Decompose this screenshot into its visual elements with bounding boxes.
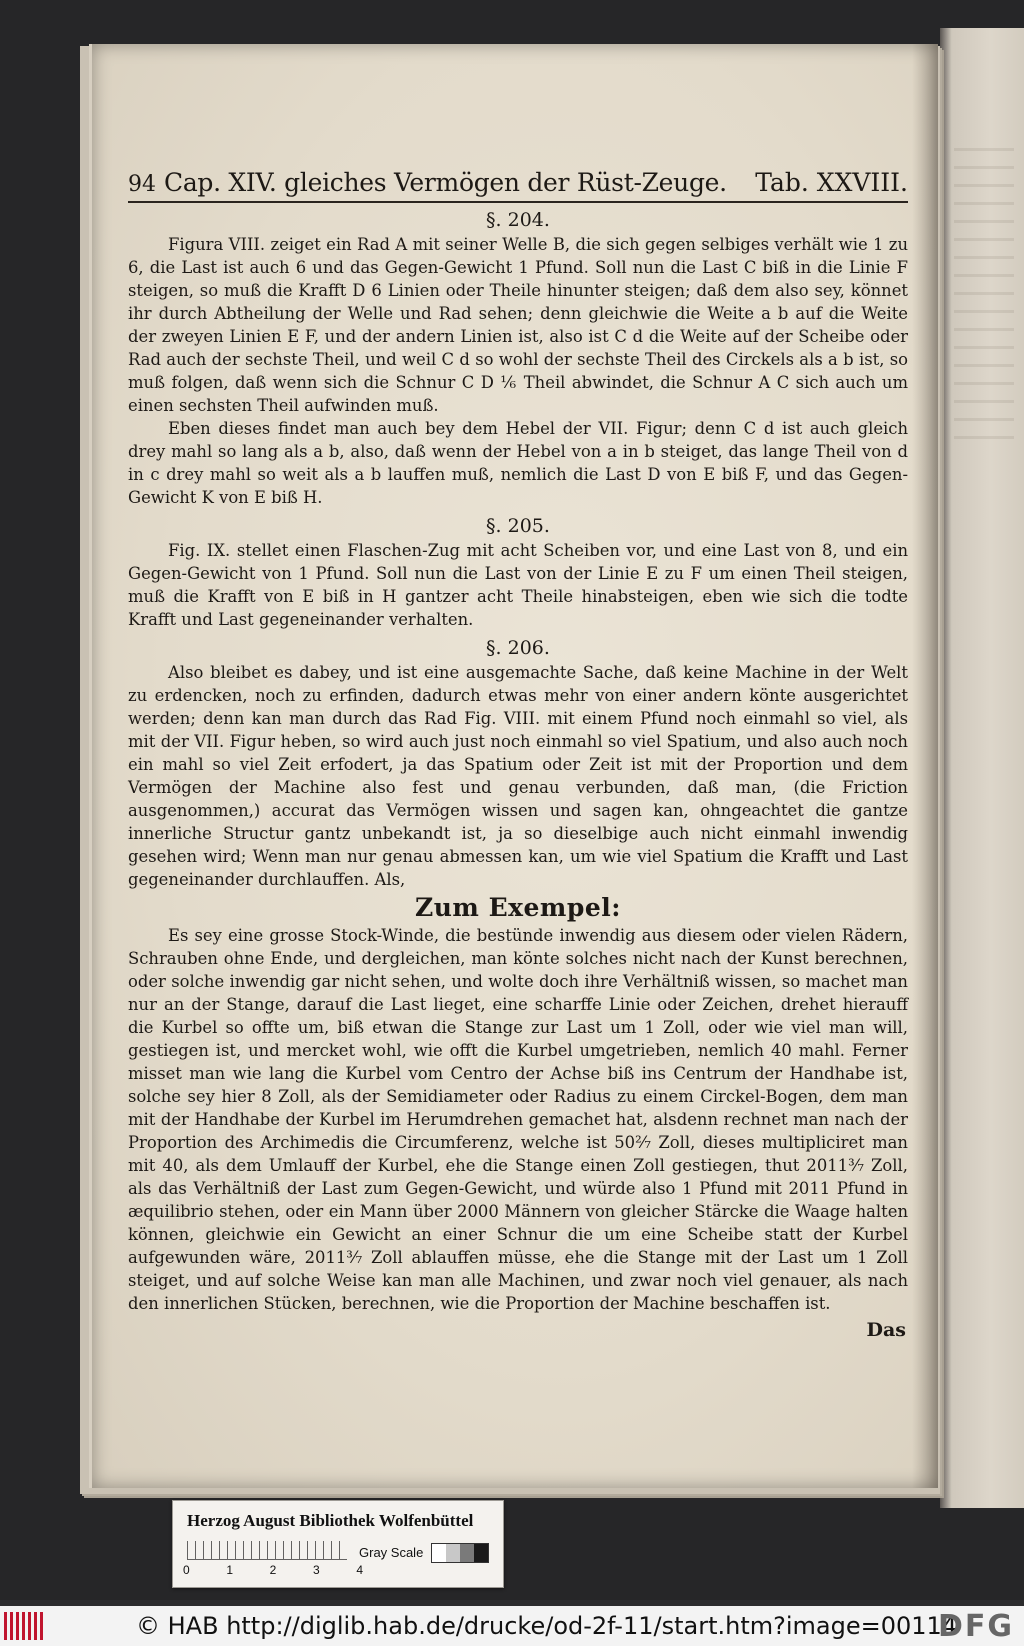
- paragraph: Es sey eine grosse Stock-Winde, die bestünde inwendig aus diesem oder vielen Rädern, Schrauben ohne Ende, und dergleichen, man könte solches nicht nach der Kunst berechnen, oder solche inwendig gar nicht sehen, und wolte doch ihre Verhältniß wissen, so machet man nur an der Stange, darauf die Last lieget, eine scharffe Linie oder Zeichen, drehet hierauff die Kurbel so offte um, biß etwan die Stange zur Last um 1 Zoll, oder wie viel man will, gestiegen ist, und mercket wohl, wie offt die Kurbel umgetrieben, nemlich 40 mahl. Ferner misset man wie lang die Kurbel vom Centro der Achse biß ins Centrum der Handhabe ist, solche sey hier 8 Zoll, als der Semidiameter oder Radius zu einem Circkel-Bogen, dem man mit der Handhabe der Kurbel im Herumdrehen gemachet hat, alsdenn rechnet man nach der Proportion des Archimedis die Circumferenz, welche ist 50²⁄₇ Zoll, dieses multipliciret man mit 40, als dem Umlauff der Kurbel, ehe die Stange einen Zoll gestiegen, thut 2011³⁄₇ Zoll, als das Verhältniß der Last zum Gegen-Gewicht, und würde also 1 Pfund mit 2011 Pfund in æquilibrio stehen, oder ein Mann über 2000 Männern von gleicher Stärcke die Waage halten können, gleichwie ein Gewicht an einer Schnur die um eine Scheibe statt der Kurbel aufgewunden wäre, 2011³⁄₇ Zoll ablauffen müsse, ehe die Stange mit der Last um 1 Zoll steiget, und auf solche Weise kan man alle Machinen, und zwar noch viel genauer, als nach den innerlichen Stücken, berechnen, wie die Proportion der Machine beschaffen ist.: [128, 926, 908, 1313]
- barcode-icon: [4, 1612, 44, 1640]
- ruler-tick: 2: [269, 1563, 277, 1577]
- plate-reference: Tab. XXVIII.: [755, 168, 908, 197]
- paragraph: Eben dieses findet man auch bey dem Hebel der VII. Figur; denn C d ist auch gleich drey mahl so lang als a b, also, daß wenn der Hebel von a in b steiget, das lange Theil von d in c drey mahl so weit als a b lauffen muß, nemlich die Last D von E biß F, und das Gegen-Gewicht K von E biß H.: [128, 419, 908, 507]
- page-number: 94: [128, 172, 156, 197]
- color-calibration-card: [172, 1500, 504, 1588]
- gray-shade: [432, 1544, 446, 1562]
- viewer-footer: [0, 1606, 1024, 1646]
- facing-page-edge: [940, 28, 1024, 1508]
- section-204: [128, 209, 908, 509]
- scale-ruler: [187, 1541, 347, 1560]
- page-text: [128, 168, 908, 1341]
- gray-scale-label: Gray Scale: [359, 1545, 424, 1560]
- example-section: [128, 893, 908, 1341]
- catchword: Das: [866, 1319, 906, 1341]
- paragraph: Fig. IX. stellet einen Flaschen-Zug mit acht Scheiben vor, und eine Last von 8, und ein Gegen-Gewicht von 1 Pfund. Soll nun die Last von der Linie E zu F um einen Theil steigen, muß die Krafft von E biß in H gantzer acht Theile hinabsteigen, eben wie sich die todte Krafft und Last gegeneinander verhalten.: [128, 541, 908, 629]
- dfg-logo: DFG: [937, 1609, 1014, 1644]
- ruler-tick: 1: [226, 1563, 234, 1577]
- gray-scale-swatch: [431, 1543, 489, 1563]
- section-205: [128, 515, 908, 631]
- running-header: [128, 168, 908, 203]
- source-credit[interactable]: © HAB http://diglib.hab.de/drucke/od-2f-11/start.htm?image=00114: [136, 1612, 958, 1640]
- section-heading: §. 204.: [486, 209, 550, 231]
- section-206: [128, 637, 908, 891]
- chapter-title: Cap. XIV. gleiches Vermögen der Rüst-Zeuge.: [164, 168, 727, 197]
- paragraph: Figura VIII. zeiget ein Rad A mit seiner Welle B, die sich gegen selbiges verhält wie 1 zu 6, die Last ist auch 6 und das Gegen-Gewicht 1 Pfund. Soll nun die Last C biß in die Linie F steigen, so muß die Krafft D 6 Linien oder Theile hinunter steigen; daß dem also sey, könnet ihr durch Abtheilung der Welle und Rad sehen; denn gleichwie die Weite a b auf die Weite der zweyen Linien E F, und der andern Linien ist, also ist C d die Weite auf der Scheibe oder Rad auch der sechste Theil, und weil C d so wohl der sechste Theil des Circkels als a b ist, so muß folgen, daß wenn sich die Schnur C D ⅙ Theil abwindet, die Schnur A C sich auch um einen sechsten Theil aufwinden muß.: [128, 235, 908, 415]
- library-name: Herzog August Bibliothek Wolfenbüttel: [187, 1511, 474, 1530]
- section-heading: §. 206.: [486, 637, 550, 659]
- facing-page-bleedthrough: [954, 148, 1014, 448]
- gray-shade: [446, 1544, 460, 1562]
- section-heading: §. 205.: [486, 515, 550, 537]
- gray-shade: [460, 1544, 474, 1562]
- example-heading: Zum Exempel:: [414, 893, 621, 922]
- ruler-tick: 4: [356, 1563, 363, 1577]
- ruler-tick: 0: [183, 1563, 190, 1577]
- ruler-ticks: [183, 1563, 363, 1577]
- ruler-tick: 3: [312, 1563, 320, 1577]
- paragraph: Also bleibet es dabey, und ist eine ausgemachte Sache, daß keine Machine in der Welt zu erdencken, noch zu erfinden, dadurch etwas mehr von einer andern könte ausgerichtet werden; denn kan man durch das Rad Fig. VIII. mit einem Pfund noch einmahl so viel, als mit der VII. Figur heben, so wird auch just noch einmahl so viel Spatium, und also auch noch ein mahl so viel Zeit erfodert, ja das Spatium oder Zeit ist mit der Proportion und dem Vermögen der Machine also fest und genau verbunden, daß man, (die Friction ausgenommen,) accurat das Vermögen wissen und sagen kan, ohngeachtet die gantze innerliche Structur gantz unbekandt ist, ja so dieselbige auch nicht einmahl inwendig gesehen wird; Wenn man nur genau abmessen kan, um wie viel Spatium die Krafft und Last gegeneinander durchlauffen. Als,: [128, 663, 908, 889]
- gray-shade: [474, 1544, 488, 1562]
- page-gutter-shadow: [912, 44, 938, 1488]
